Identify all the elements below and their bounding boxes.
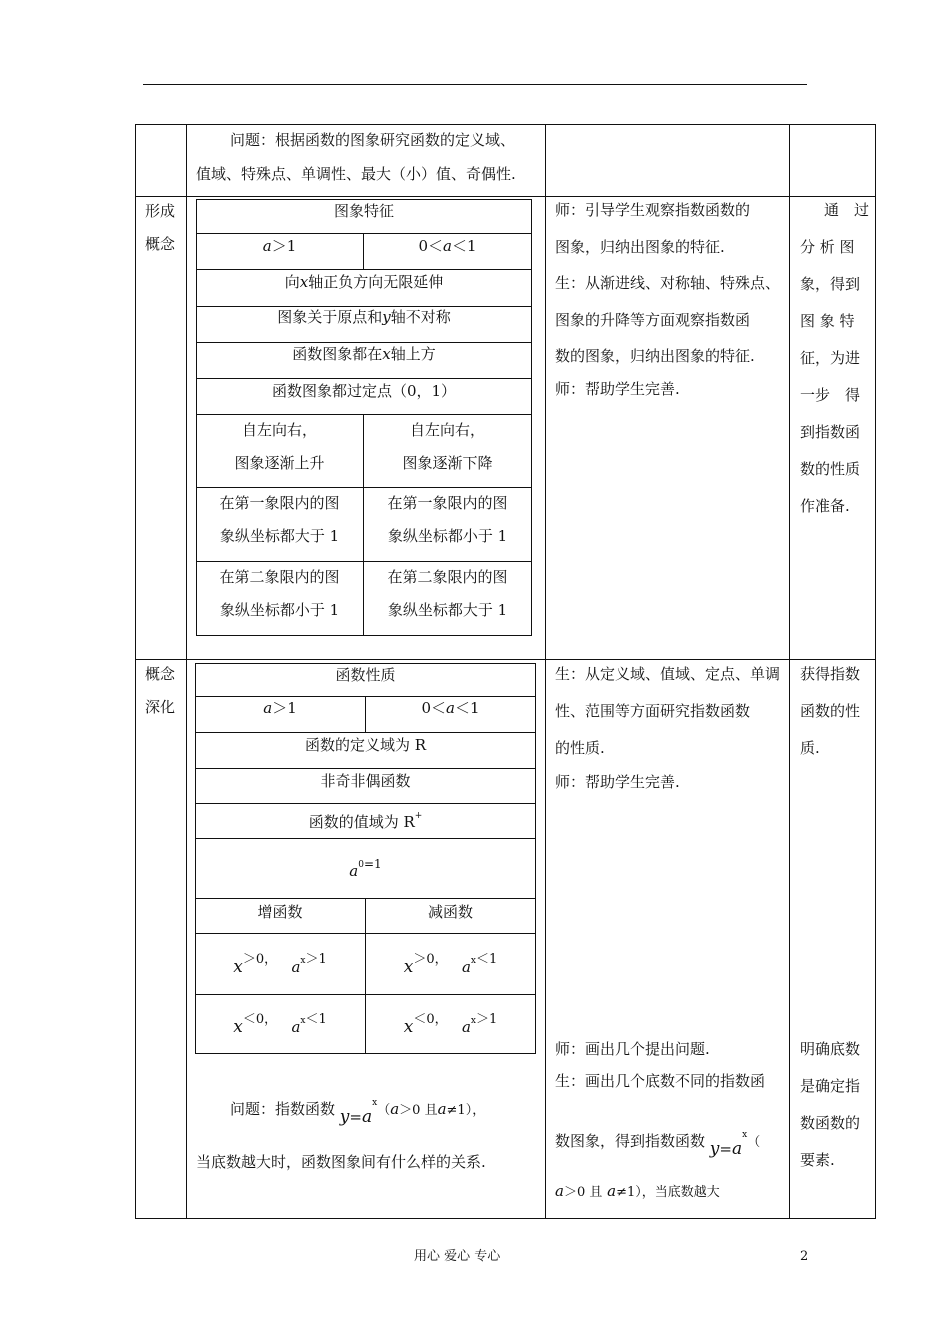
- properties-a-power-zero: $a^{0=1}$: [349, 857, 382, 880]
- row3-teacher-line-2: 性、范围等方面研究指数函数: [555, 702, 751, 720]
- row3-purpose-4: 明确底数: [800, 1040, 861, 1058]
- row2-purpose-6: 一步 得: [800, 386, 861, 404]
- row2-teacher-line-2: 图象，归纳出图象的特征.: [555, 238, 725, 256]
- properties-col-b-header: 0＜a＜1: [421, 699, 480, 717]
- row2-teacher-line-4: 图象的升降等方面观察指数函: [555, 311, 751, 329]
- properties-dec-xpos: x＞0， $a^x<1$: [403, 952, 498, 977]
- features-row-fixed-point: 函数图象都过定点（0，1）: [271, 382, 457, 400]
- properties-inc-xneg: x＜0， $a^x<1$: [233, 1012, 327, 1037]
- row3-teacher-line-6: 生：画出几个底数不同的指数函: [555, 1072, 766, 1090]
- row2-stage-label-2: 概念: [145, 235, 176, 253]
- features-q1-right-1: 在第一象限内的图: [387, 494, 508, 512]
- features-decrease-1: 自左向右，: [409, 421, 485, 439]
- features-row-symmetry: 图象关于原点和y轴不对称: [277, 308, 451, 326]
- properties-dec-xneg: x＜0， $a^x>1$: [403, 1012, 498, 1037]
- row3-teacher-line-3: 的性质.: [555, 739, 605, 757]
- row2-teacher-line-3: 生：从渐进线、对称轴、特殊点、: [555, 274, 781, 292]
- features-row-above-axis: 函数图象都在x轴上方: [292, 345, 436, 363]
- features-q1-left-2: 象纵坐标都大于 1: [219, 527, 340, 545]
- properties-range: 函数的值域为 R+: [308, 811, 423, 831]
- features-increase-2: 图象逐渐上升: [234, 454, 325, 472]
- row1-question-line2: 值域、特殊点、单调性、最大（小）值、奇偶性.: [196, 165, 516, 183]
- footer-slogan: 用心 爱心 专心: [414, 1249, 501, 1264]
- properties-col-a-header: a＞1: [263, 699, 297, 717]
- features-q2-right-1: 在第二象限内的图: [387, 568, 508, 586]
- row2-purpose-2: 分 析 图: [800, 238, 855, 256]
- features-col-a-header: a＞1: [262, 237, 297, 255]
- row3-teacher-line-7: 数图象，得到指数函数 $y=a^x$（: [555, 1130, 761, 1159]
- row2-purpose-3: 象，得到: [800, 275, 861, 293]
- row2-stage-label-1: 形成: [145, 202, 176, 220]
- row3-purpose-7: 要素.: [800, 1151, 835, 1169]
- row3-question-line1: 问题：指数函数 $y=a^x(a>0$ 且a≠1），: [230, 1098, 486, 1127]
- row3-question-line2: 当底数越大时，函数图象间有什么样的关系.: [196, 1153, 486, 1171]
- features-title: 图象特征: [333, 202, 394, 220]
- row2-teacher-line-1: 师：引导学生观察指数函数的: [555, 201, 751, 219]
- features-increase-1: 自左向右，: [241, 421, 317, 439]
- row2-teacher-line-6: 师：帮助学生完善.: [555, 380, 680, 398]
- row3-purpose-5: 是确定指: [800, 1077, 861, 1095]
- features-q2-left-1: 在第二象限内的图: [219, 568, 340, 586]
- row2-purpose-8: 数的性质: [800, 460, 861, 478]
- row3-stage-label-2: 深化: [145, 698, 176, 716]
- row3-teacher-line-5: 师：画出几个提出问题.: [555, 1040, 710, 1058]
- features-q2-right-2: 象纵坐标都大于 1: [387, 601, 508, 619]
- properties-decreasing: 减函数: [427, 903, 473, 921]
- row2-purpose-1: 通 过: [824, 201, 870, 219]
- properties-inc-xpos: x＞0， $a^x>1$: [233, 952, 327, 977]
- row2-teacher-line-5: 数的图象，归纳出图象的特征.: [555, 347, 755, 365]
- row3-purpose-1: 获得指数: [800, 665, 861, 683]
- row2-purpose-9: 作准备.: [800, 497, 850, 515]
- row3-purpose-2: 函数的性: [800, 702, 861, 720]
- features-q2-left-2: 象纵坐标都小于 1: [219, 601, 340, 619]
- features-q1-right-2: 象纵坐标都小于 1: [387, 527, 508, 545]
- row2-purpose-7: 到指数函: [800, 423, 861, 441]
- row3-teacher-line-8: a＞0 且 a≠1），当底数越大: [555, 1182, 720, 1200]
- properties-parity: 非奇非偶函数: [320, 772, 411, 790]
- row2-purpose-4: 图 象 特: [800, 312, 855, 330]
- features-q1-left-1: 在第一象限内的图: [219, 494, 340, 512]
- features-row-extend: 向x轴正负方向无限延伸: [284, 273, 444, 291]
- row1-question-line1: 问题：根据函数的图象研究函数的定义域、: [230, 131, 516, 149]
- header-rule: [143, 84, 807, 85]
- properties-title: 函数性质: [335, 666, 396, 684]
- row3-purpose-6: 数函数的: [800, 1114, 861, 1132]
- properties-domain: 函数的定义域为 R: [304, 736, 427, 754]
- row3-stage-label-1: 概念: [145, 665, 176, 683]
- properties-increasing: 增函数: [257, 903, 303, 921]
- row3-purpose-3: 质.: [800, 739, 820, 757]
- row2-purpose-5: 征，为进: [800, 349, 861, 367]
- page-number: 2: [800, 1249, 809, 1264]
- row3-teacher-line-4: 师：帮助学生完善.: [555, 773, 680, 791]
- features-col-b-header: 0＜a＜1: [418, 237, 477, 255]
- row3-teacher-line-1: 生：从定义域、值域、定点、单调: [555, 665, 781, 683]
- features-decrease-2: 图象逐渐下降: [402, 454, 493, 472]
